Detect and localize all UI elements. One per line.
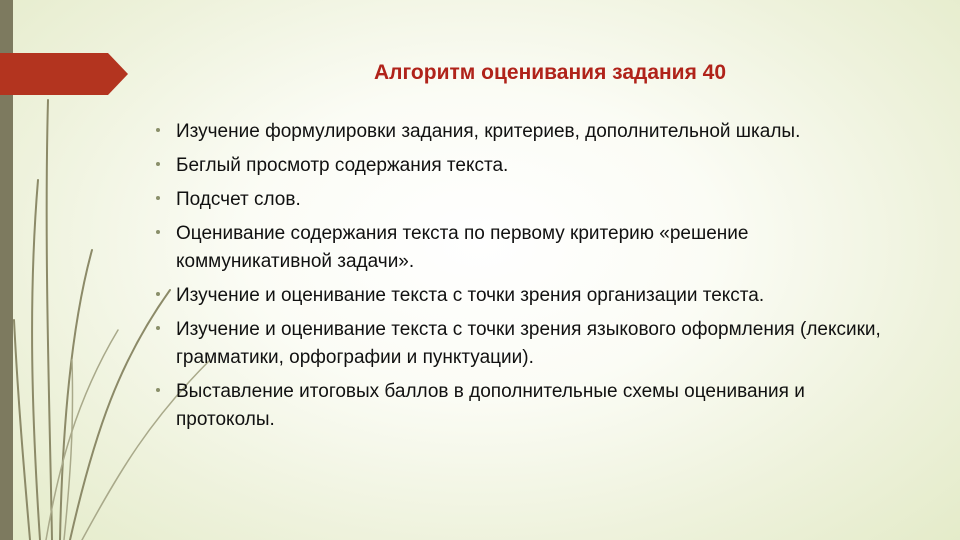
bullet-item <box>154 118 894 146</box>
bullet-item <box>154 282 894 310</box>
bullet-dot-icon <box>156 292 160 296</box>
bullet-dot-icon <box>156 230 160 234</box>
bullet-item <box>154 378 894 434</box>
bullet-item <box>154 152 894 180</box>
bullet-dot-icon <box>156 162 160 166</box>
bullet-list <box>154 118 894 440</box>
bullet-text: Выставление итоговых баллов в дополнительные схемы оценивания и протоколы. <box>176 381 805 430</box>
bullet-dot-icon <box>156 326 160 330</box>
bullet-text: Беглый просмотр содержания текста. <box>176 155 509 176</box>
title-arrow-shape <box>0 53 128 95</box>
slide-title: Алгоритм оценивания задания 40 <box>373 61 727 84</box>
bullet-text: Изучение и оценивание текста с точки зрения языкового оформления (лексики, грамматики, орфографии и пунктуации). <box>176 319 881 368</box>
bullet-dot-icon <box>156 388 160 392</box>
bullet-text: Изучение формулировки задания, критериев, дополнительной шкалы. <box>176 121 801 142</box>
bullet-text: Изучение и оценивание текста с точки зрения организации текста. <box>176 285 765 306</box>
bullet-text: Оценивание содержания текста по первому критерию «решение коммуникативной задачи». <box>176 223 749 272</box>
bullet-dot-icon <box>156 128 160 132</box>
bullet-item <box>154 316 894 372</box>
bullet-text: Подсчет слов. <box>176 189 301 210</box>
bullet-dot-icon <box>156 196 160 200</box>
bullet-item <box>154 220 894 276</box>
bullet-item <box>154 186 894 214</box>
